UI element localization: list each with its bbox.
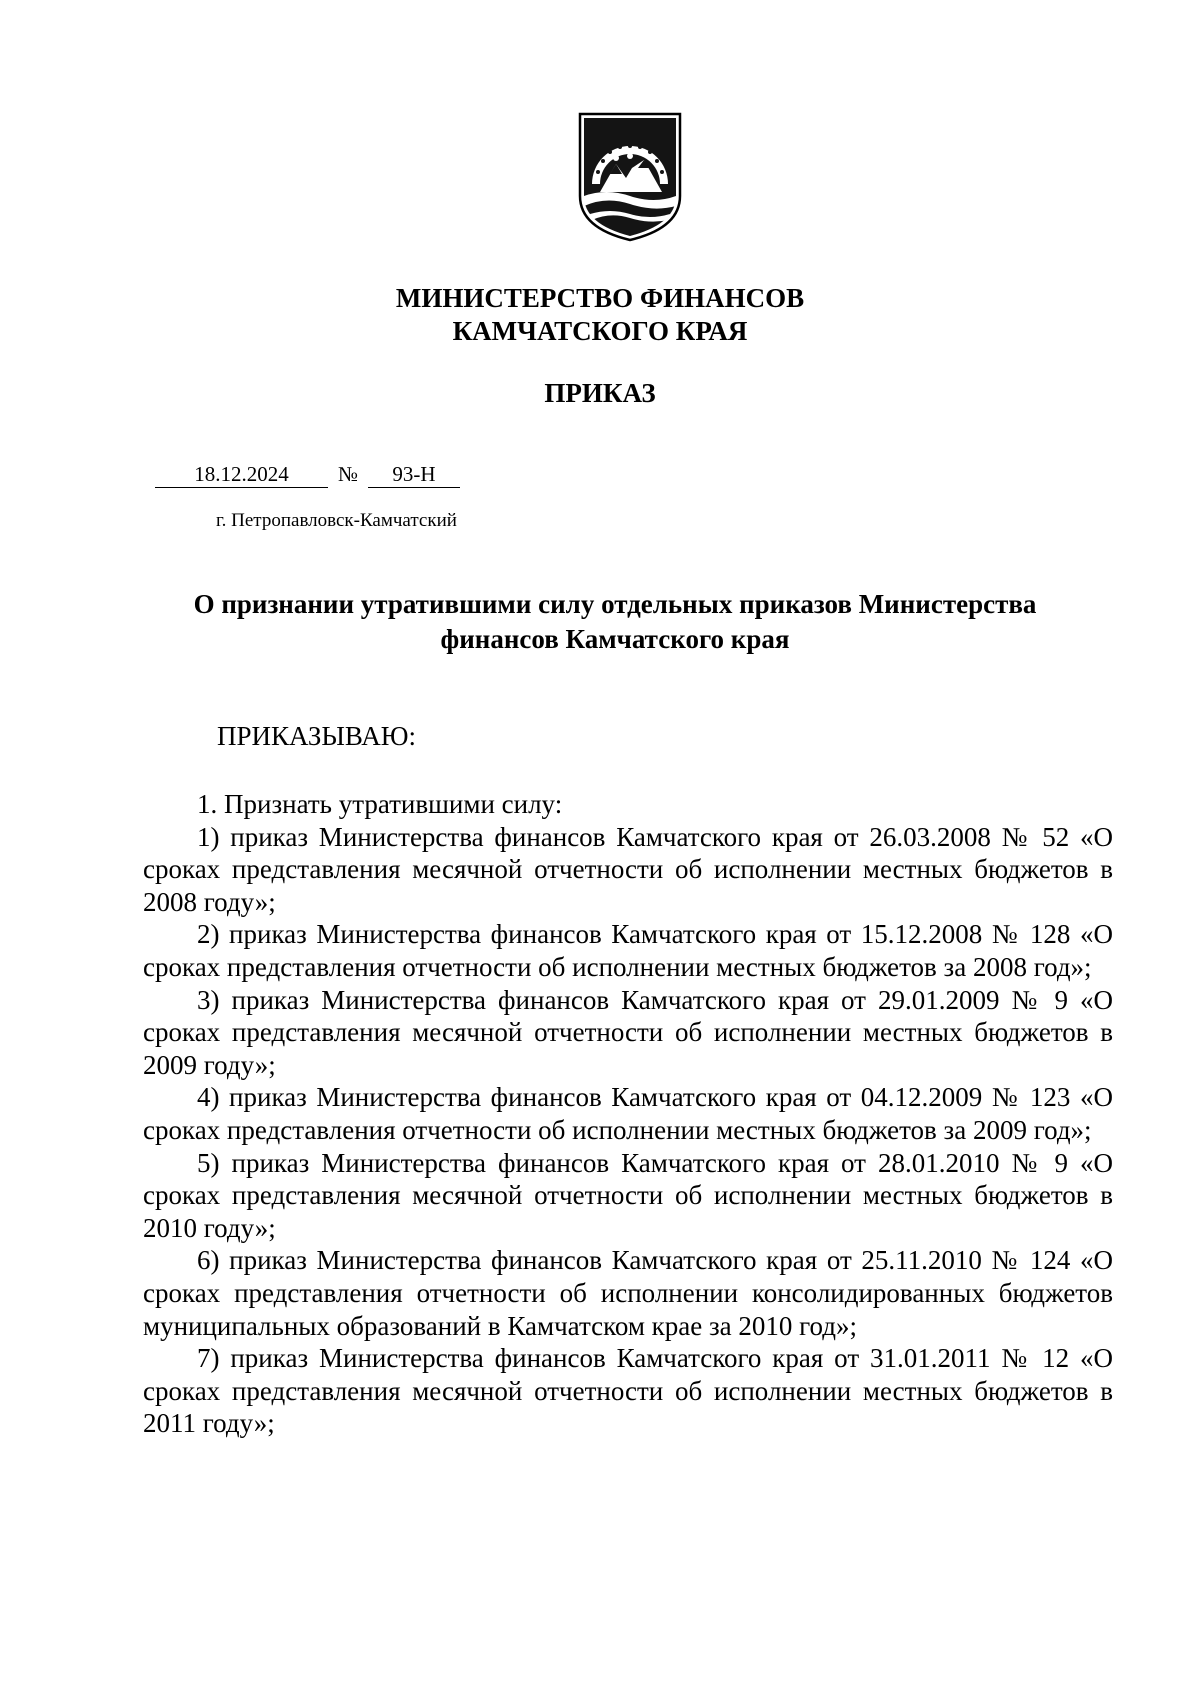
order-subject-heading: О признании утратившими силу отдельных приказов Министерства финансов Камчатского края (193, 589, 1037, 654)
subclause-6: 6) приказ Министерства финансов Камчатского края от 25.11.2010 № 124 «О сроках представления отчетности об исполнении консолидированных бюджетов муниципальных образований в Камчатском крае за 2010 год»; (143, 1245, 1113, 1341)
ministry-name-line-1: МИНИСТЕРСТВО ФИНАНСОВ (395, 283, 805, 313)
order-date: 18.12.2024 (155, 461, 328, 488)
subclause-5: 5) приказ Министерства финансов Камчатского края от 28.01.2010 № 9 «О сроках представления месячной отчетности об исполнении местных бюджетов в 2010 году»; (143, 1147, 1113, 1243)
subclause-2: 2) приказ Министерства финансов Камчатского края от 15.12.2008 № 128 «О сроках представления отчетности об исполнении местных бюджетов за 2008 год»; (143, 919, 1113, 982)
coat-of-arms-icon (576, 112, 684, 242)
subclause-1: 1) приказ Министерства финансов Камчатского края от 26.03.2008 № 52 «О сроках представления месячной отчетности об исполнении местных бюджетов в 2008 году»; (143, 821, 1113, 917)
subclause-3: 3) приказ Министерства финансов Камчатского края от 29.01.2009 № 9 «О сроках представления месячной отчетности об исполнении местных бюджетов в 2009 году»; (143, 984, 1113, 1080)
document-type-title: ПРИКАЗ (544, 378, 656, 408)
subclause-7: 7) приказ Министерства финансов Камчатского края от 31.01.2011 № 12 «О сроках представления месячной отчетности об исполнении местных бюджетов в 2011 году»; (143, 1343, 1113, 1439)
clause-1: 1. Признать утратившими силу: (197, 789, 563, 819)
number-sign: № (337, 462, 359, 486)
ministry-name-line-2: КАМЧАТСКОГО КРАЯ (452, 316, 748, 346)
order-body (143, 788, 1113, 1440)
order-directive-word: ПРИКАЗЫВАЮ: (217, 721, 416, 751)
city-name: г. Петропавловск-Камчатский (216, 510, 457, 531)
subclause-4: 4) приказ Министерства финансов Камчатского края от 04.12.2009 № 123 «О сроках представления отчетности об исполнении местных бюджетов за 2009 год»; (143, 1082, 1113, 1145)
order-number: 93-Н (368, 461, 460, 488)
